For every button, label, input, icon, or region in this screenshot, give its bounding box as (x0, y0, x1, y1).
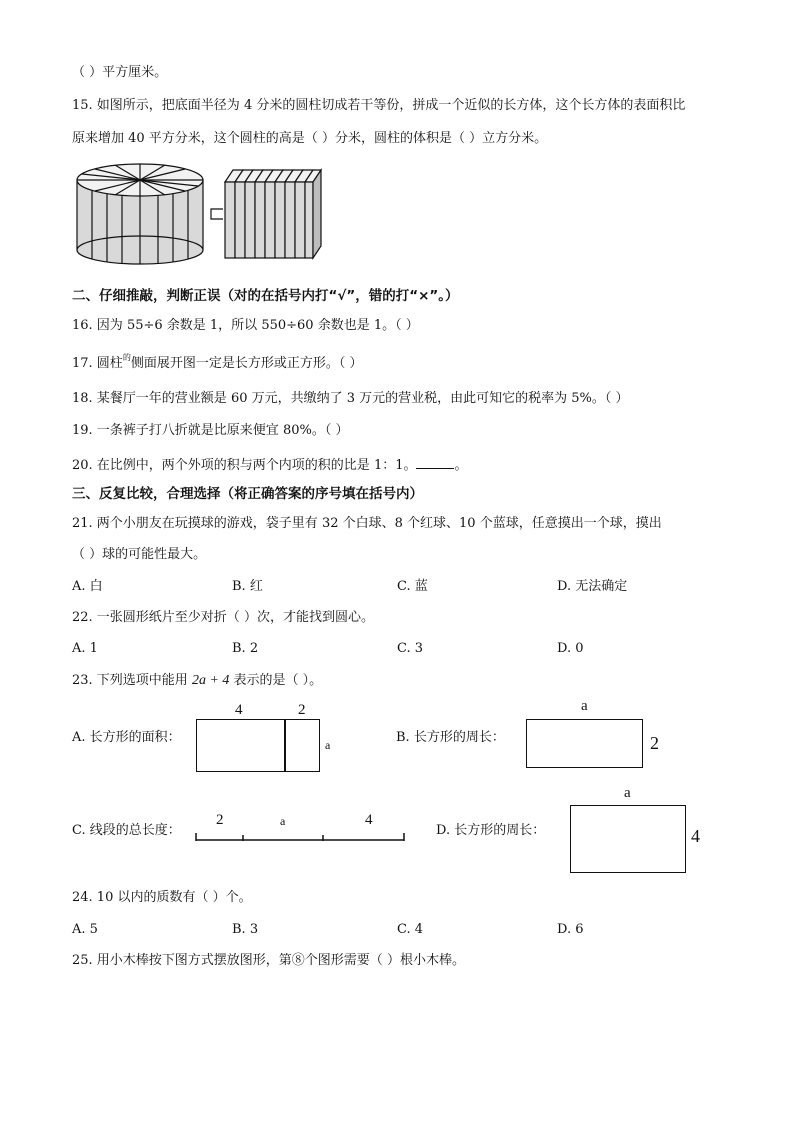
q23-b-height-2: 2 (650, 733, 659, 753)
q17-superscript: 的 (122, 353, 131, 362)
cylinder-drawing (77, 164, 203, 264)
q23-option-d-label[interactable]: D. 长方形的周长： (436, 823, 546, 838)
q24: 24. 10 以内的质数有（ ）个。 (72, 890, 252, 905)
q23-c-segment-a: a (280, 814, 286, 828)
q23-a-width-4: 4 (235, 702, 243, 718)
q23-d-height-4: 4 (691, 826, 700, 846)
q16: 16. 因为 55÷6 余数是 1，所以 550÷60 余数也是 1。（ ） (72, 318, 419, 333)
q22-option-c[interactable]: C. 3 (397, 641, 424, 656)
q23-c-segment-4: 4 (365, 812, 373, 828)
q24-option-d[interactable]: D. 6 (557, 922, 584, 937)
q22-option-b[interactable]: B. 2 (232, 641, 259, 656)
q21-line2: （ ）球的可能性最大。 (72, 547, 207, 562)
section-3-heading: 三、反复比较，合理选择（将正确答案的序号填在括号内） (72, 486, 423, 502)
q24-option-a[interactable]: A. 5 (72, 922, 98, 937)
q17-after: 侧面展开图一定是长方形或正方形。（ ） (130, 356, 363, 371)
q23-c-number-segment (193, 830, 407, 844)
q23-expression: 2a + 4 (191, 673, 230, 688)
q15-line1: 15. 如图所示，把底面半径为 4 分米的圆柱切成若干等份，拼成一个近似的长方体，这个长方体的表面积比 (72, 98, 686, 113)
cylinder-to-cuboid-figure (70, 158, 340, 270)
q18: 18. 某餐厅一年的营业额是 60 万元，共缴纳了 3 万元的营业税，由此可知它的税率为 5%。（ ） (72, 391, 629, 406)
q24-option-c[interactable]: C. 4 (397, 922, 424, 937)
q17 (72, 355, 362, 374)
q21-option-d[interactable]: D. 无法确定 (557, 579, 628, 594)
q23-option-a-label[interactable]: A. 长方形的面积： (72, 730, 181, 745)
q23-a-divider (284, 719, 286, 772)
q21-option-a[interactable]: A. 白 (72, 579, 103, 594)
section-2-heading: 二、仔细推敲，判断正误（对的在括号内打“√”，错的打“×”。） (72, 288, 459, 304)
q20 (72, 454, 468, 475)
q20-text: 20. 在比例中，两个外项的积与两个内项的积的比是 1：1。 (72, 458, 417, 473)
q21-line1: 21. 两个小朋友在玩摸球的游戏，袋子里有 32 个白球、8 个红球、10 个蓝球，任意摸出一个球，摸出 (72, 516, 662, 531)
q23-option-c-label[interactable]: C. 线段的总长度： (72, 823, 181, 838)
q23-b-rectangle (526, 719, 643, 768)
q23-b-width-a: a (581, 698, 588, 714)
q23 (72, 672, 322, 690)
q23-a-width-2: 2 (298, 702, 306, 718)
cuboid-drawing (223, 170, 321, 258)
q23-d-width-a: a (624, 785, 631, 801)
q23-c-segment-2: 2 (216, 812, 224, 828)
q23-option-b-label[interactable]: B. 长方形的周长： (396, 730, 505, 745)
q21-option-c[interactable]: C. 蓝 (397, 579, 428, 594)
q17-before: 17. 圆柱 (72, 356, 123, 371)
q23-a-rectangle (196, 719, 320, 772)
q23-after: 表示的是（ ）。 (233, 673, 323, 688)
q24-option-b[interactable]: B. 3 (232, 922, 259, 937)
q20-answer-blank[interactable] (416, 454, 454, 469)
q22-option-a[interactable]: A. 1 (72, 641, 98, 656)
q20-end: 。 (454, 458, 468, 473)
q22: 22. 一张圆形纸片至少对折（ ）次，才能找到圆心。 (72, 610, 374, 625)
q23-a-height-a: a (325, 738, 331, 752)
q14-tail: （ ）平方厘米。 (72, 65, 168, 80)
q23-before: 23. 下列选项中能用 (72, 673, 188, 688)
q22-option-d[interactable]: D. 0 (557, 641, 584, 656)
q23-d-rectangle (570, 805, 686, 873)
q21-option-b[interactable]: B. 红 (232, 579, 263, 594)
q19: 19. 一条裤子打八折就是比原来便宜 80%。（ ） (72, 423, 349, 438)
q15-line2: 原来增加 40 平方分米，这个圆柱的高是（ ）分米，圆柱的体积是（ ）立方分米。 (72, 131, 548, 146)
q25: 25. 用小木棒按下图方式摆放图形，第⑧个图形需要（ ）根小木棒。 (72, 953, 465, 968)
